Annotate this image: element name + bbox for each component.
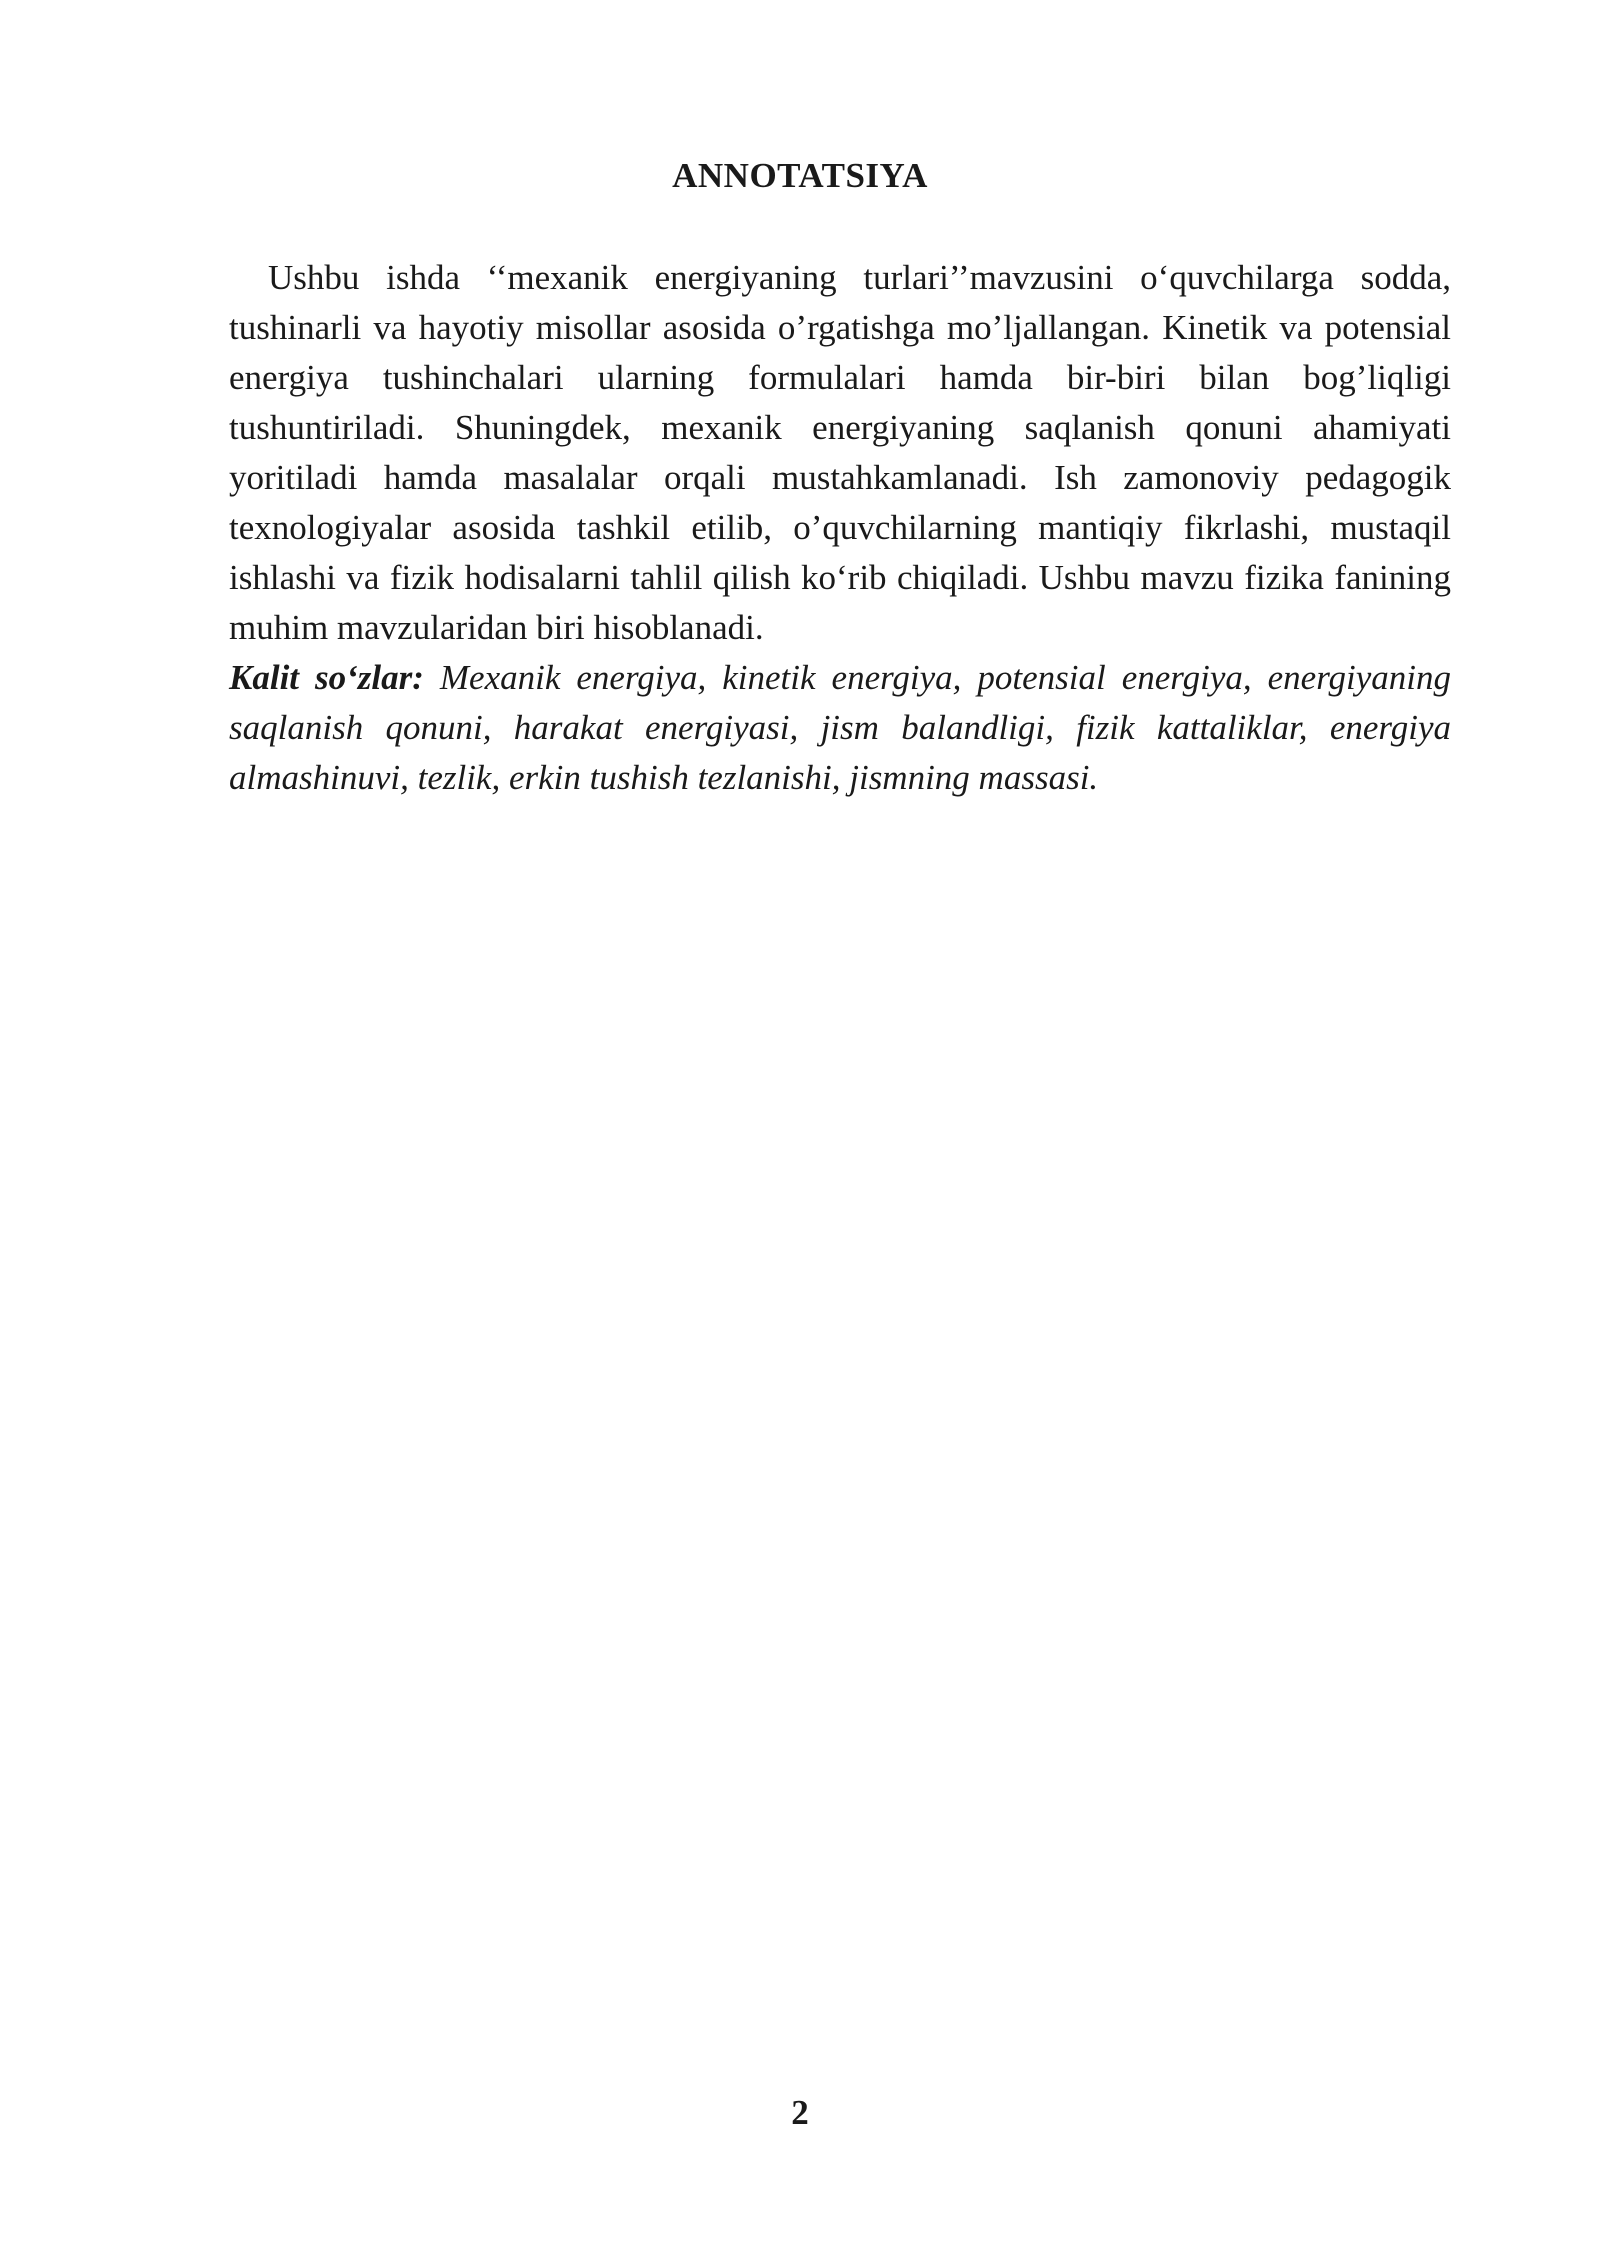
page-title: ANNOTATSIYA <box>672 156 928 195</box>
keywords-label: Kalit so‘zlar: <box>229 658 424 697</box>
page-number: 2 <box>791 2093 809 2132</box>
abstract-paragraph: Ushbu ishda ‘‘mexanik energiyaning turlari’’mavzusini o‘quvchilarga sodda, tushinarli va hayotiy misollar asosida o’rgatishga mo’ljallangan. Kinetik va potensial energiya tushinchalari ularning formulalari hamda bir-biri bilan bog’liqligi tushuntiriladi. Shuningdek, mexanik energiyaning saqlanish qonuni ahamiyati yoritiladi hamda masalalar orqali mustahkamlanadi. Ish zamonoviy pedagogik texnologiyalar asosida tashkil etilib, o’quvchilarning mantiqiy fikrlashi, mustaqil ishlashi va fizik hodisalarni tahlil qilish ko‘rib chiqiladi. Ushbu mavzu fizika fanining muhim mavzularidan biri hisoblanadi. <box>229 258 1451 647</box>
text-body <box>229 253 1451 803</box>
keywords-paragraph <box>229 653 1451 803</box>
keywords-list: Mexanik energiya, kinetik energiya, potensial energiya, energiyaning saqlanish qonuni, harakat energiyasi, jism balandligi, fizik kattaliklar, energiya almashinuvi, tezlik, erkin tushish tezlanishi, jismning massasi. <box>229 658 1451 797</box>
